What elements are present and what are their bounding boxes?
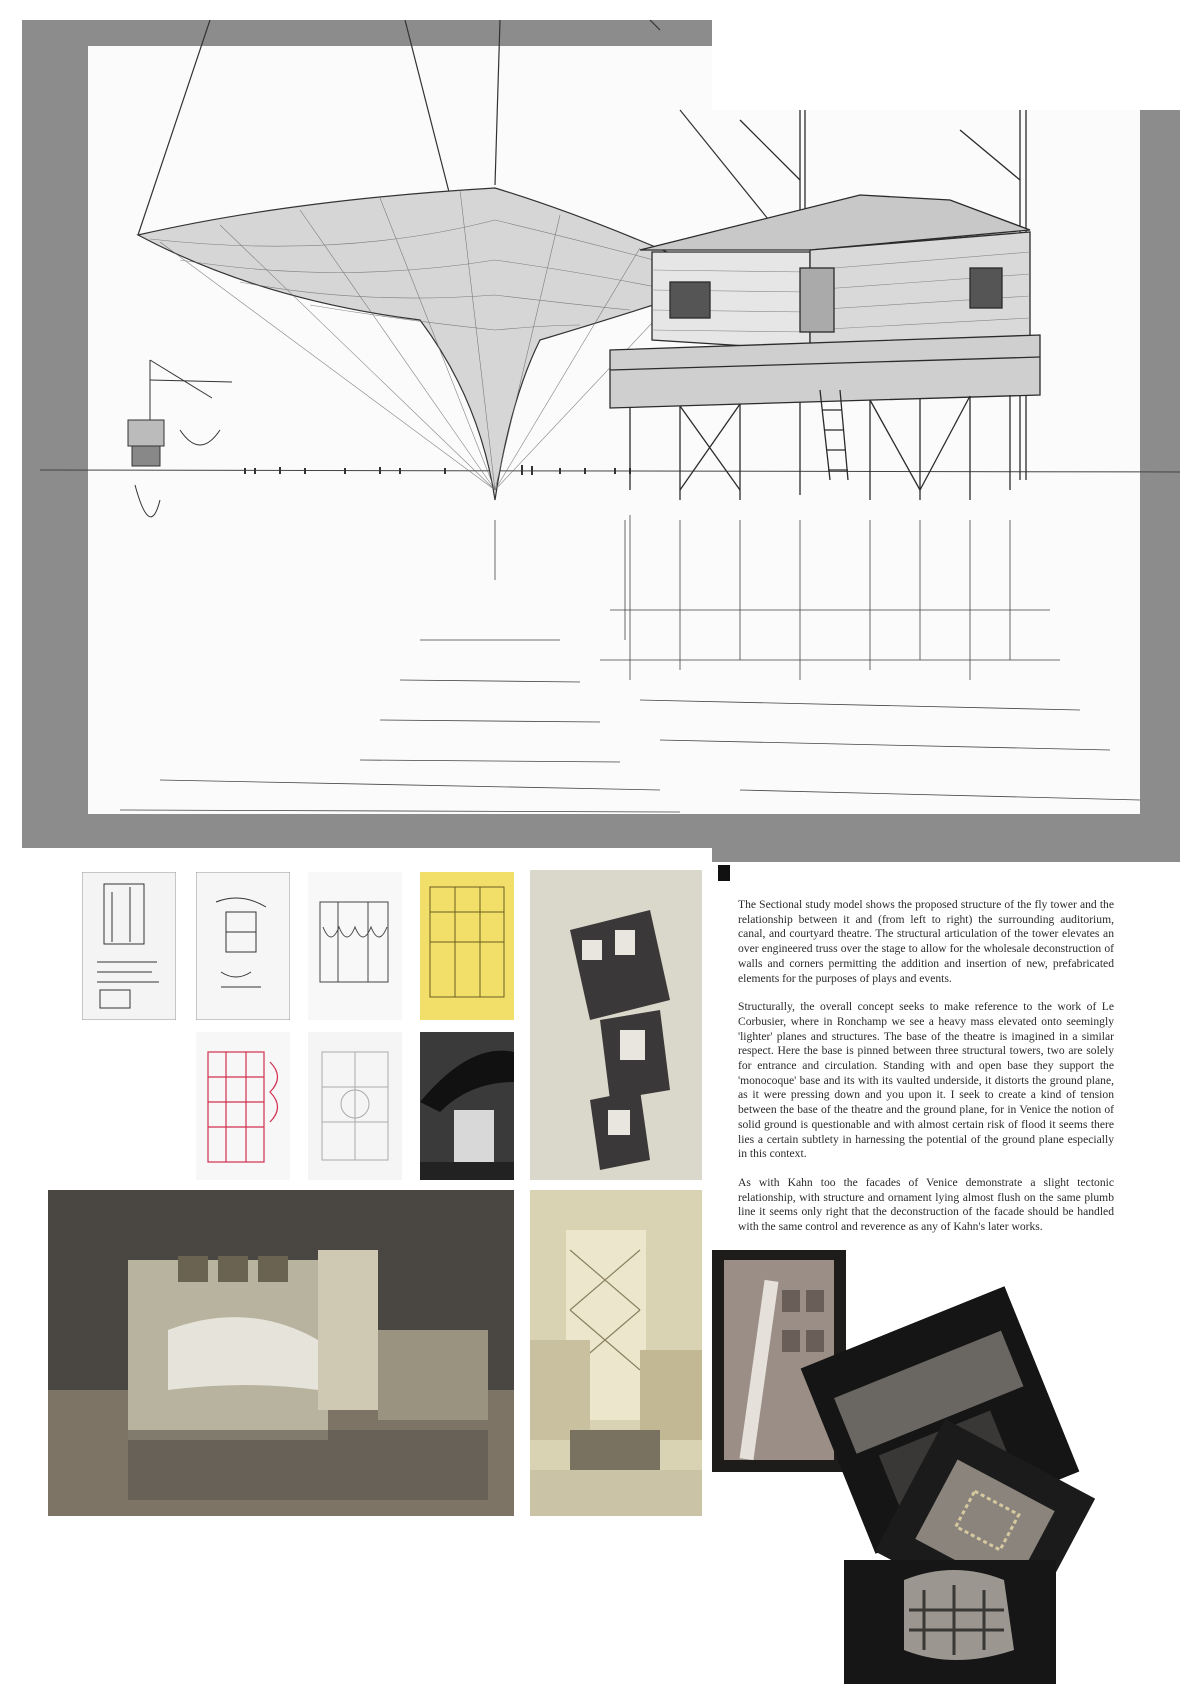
sketch-thumbnail-yellow xyxy=(420,872,514,1020)
description-text xyxy=(738,898,1114,1249)
ink-drawing-fishing-hut-and-net xyxy=(40,20,1180,862)
sketch-thumbnail-red xyxy=(196,1032,290,1180)
model-photo-aerial xyxy=(530,870,702,1180)
stilt-hut xyxy=(610,110,1040,500)
north-marker xyxy=(718,865,730,881)
model-photo-section-wide xyxy=(48,1190,514,1516)
paragraph-1: The Sectional study model shows the proposed structure of the fly tower and the relationship between it and (from left to right) the surrounding auditorium, canal, and courtyard theatre. The structural articulation of the tower elevates an over engineered truss over the stage to allow for the wholesale deconstruction of walls and corners permitting the addition and insertion of new, prefabricated elements for the purposes of plays and events. xyxy=(738,898,1114,985)
model-photo-bottom xyxy=(844,1560,1056,1684)
fishing-net xyxy=(138,188,730,500)
sketch-thumbnail-3 xyxy=(308,872,402,1020)
paragraph-3: As with Kahn too the facades of Venice demonstrate a slight tectonic relationship, with structure and ornament lying almost flush on the same plumb line it seems only right that the deconstruction of the facade should be handled with the same control and reverence as any of Kahn's later works. xyxy=(738,1175,1114,1234)
sketch-thumbnail-2 xyxy=(196,872,290,1020)
horizon-line xyxy=(40,470,1180,472)
model-photo-facade xyxy=(530,1190,702,1516)
paragraph-2: Structurally, the overall concept seeks to make reference to the work of Le Corbusier, where in Ronchamp we see a heavy mass elevated onto seemingly 'lighter' planes and structures. The base of the theatre is imagined in a similar respect. Here the base is pinned between three structural towers, two are solely for entrance and circulation. Standing with and open base they support the 'monocoque' base and its with its vaulted underside, it distorts the ground plane, as it were pressing down and you upon it. I seek to create a kind of tension between the base of the theatre and the ground plane, for in Venice the notion of solid ground is questionable and with almost certain risk of flood it seems there lies a certain subtlety in harnessing the potential of the ground plane especially in this context. xyxy=(738,1000,1114,1161)
water-reflections xyxy=(120,515,1140,812)
ronchamp-photo xyxy=(420,1032,514,1180)
distant-hut-sketch xyxy=(128,360,232,517)
sketch-thumbnail-1 xyxy=(82,872,176,1020)
sketch-thumbnail-grey xyxy=(308,1032,402,1180)
